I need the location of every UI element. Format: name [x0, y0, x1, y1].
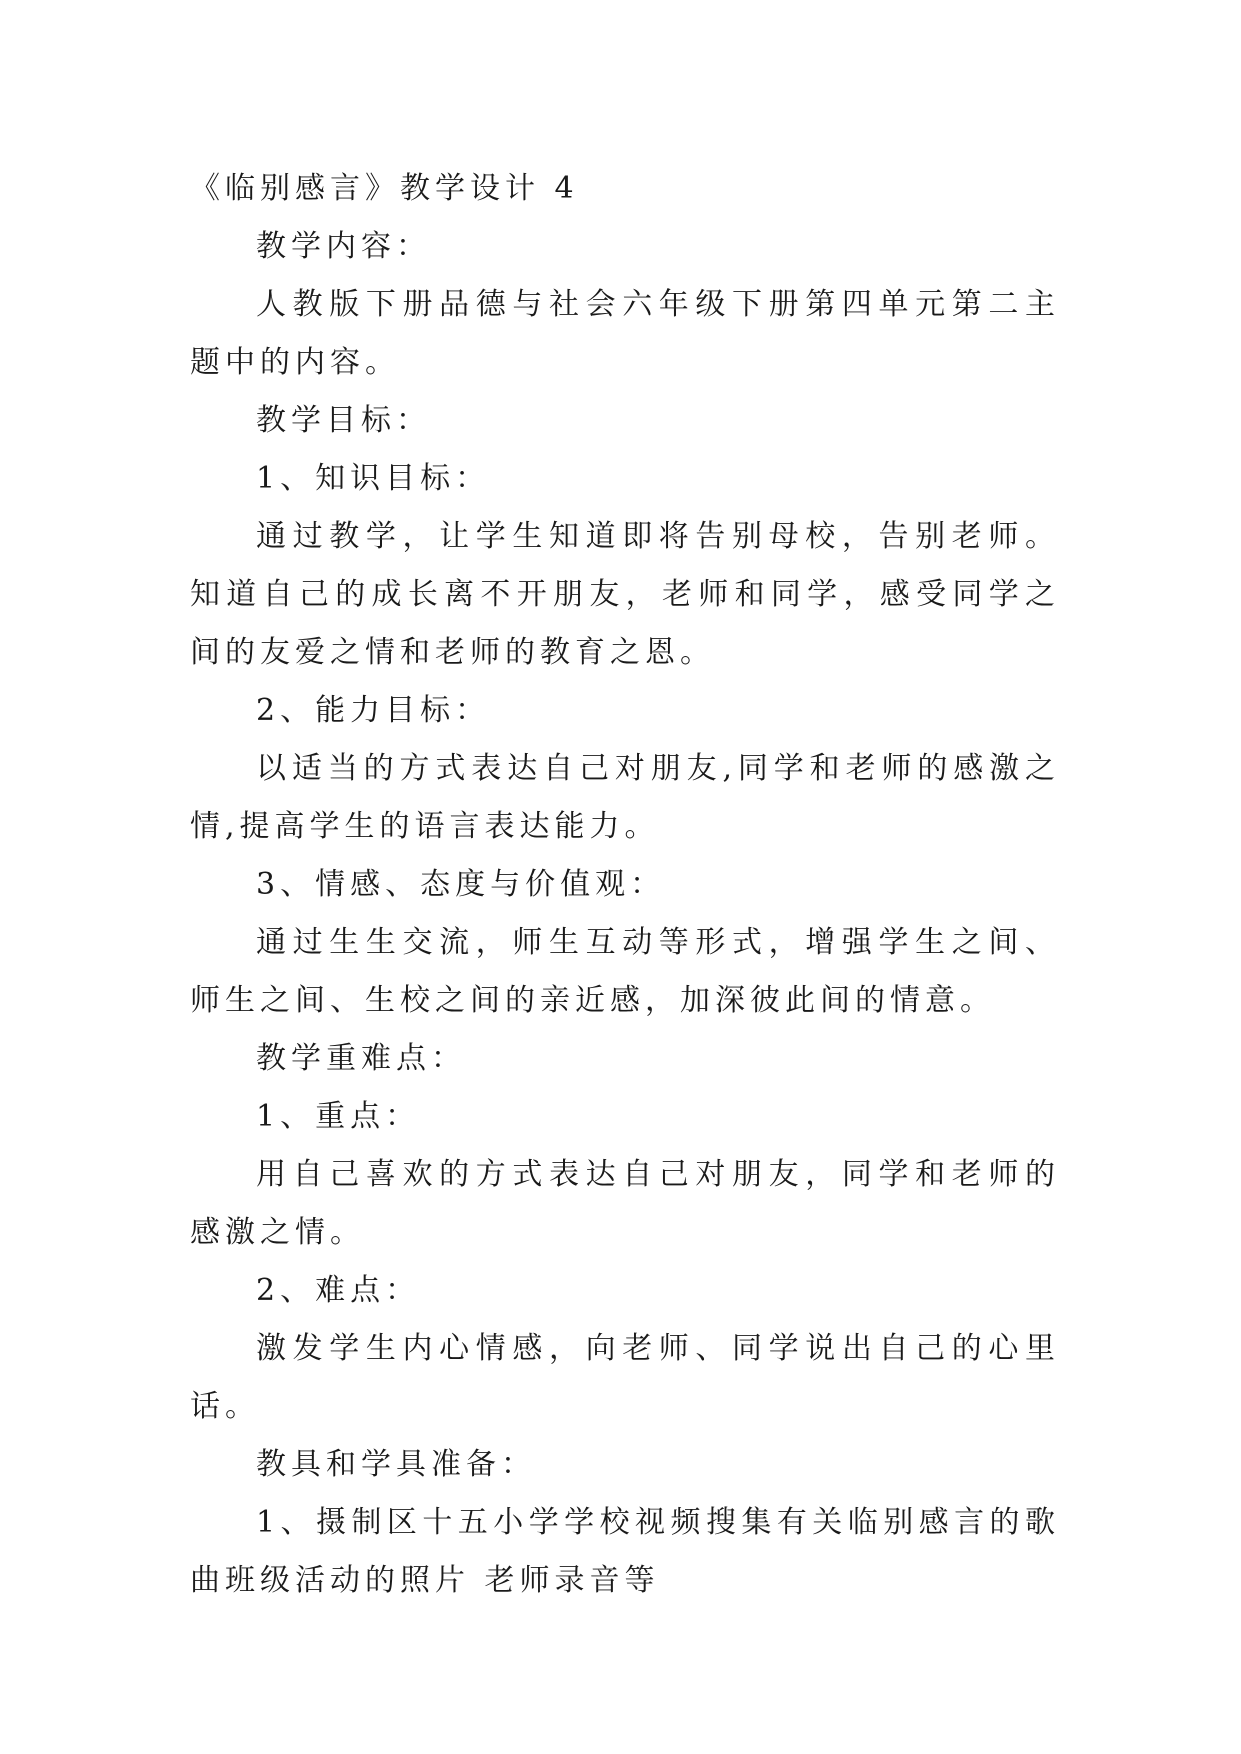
subheading-knowledge-goal: 1、知识目标： [256, 461, 491, 496]
paragraph-knowledge-goal: 通过教学，让学生知道即将告别母校，告别老师。知道自己的成长离不开朋友，老师和同学，感受同学之间的友爱之情和老师的教育之恩。 [190, 519, 1060, 670]
paragraph-teaching-aids: 1、摄制区十五小学学校视频搜集有关临别感言的歌曲班级活动的照片 老师录音等 [190, 1505, 1060, 1598]
section-heading-teaching-goals: 教学目标： [256, 403, 431, 438]
document-body [190, 160, 1060, 1610]
section-heading-key-difficult-points: 教学重难点： [256, 1041, 466, 1076]
paragraph-teaching-content: 人教版下册品德与社会六年级下册第四单元第二主题中的内容。 [190, 287, 1060, 380]
document-title: 《临别感言》教学设计 4 [190, 171, 579, 206]
subheading-emotion-attitude-values: 3、情感、态度与价值观： [256, 867, 666, 902]
subheading-ability-goal: 2、能力目标： [256, 693, 491, 728]
paragraph-difficult-point: 激发学生内心情感，向老师、同学说出自己的心里话。 [190, 1331, 1060, 1424]
paragraph-emotion-attitude-values: 通过生生交流，师生互动等形式，增强学生之间、师生之间、生校之间的亲近感，加深彼此间的情意。 [190, 925, 1060, 1018]
paragraph-key-point: 用自己喜欢的方式表达自己对朋友，同学和老师的感激之情。 [190, 1157, 1060, 1250]
paragraph-ability-goal: 以适当的方式表达自己对朋友,同学和老师的感激之情,提高学生的语言表达能力。 [190, 751, 1060, 844]
subheading-key-point: 1、重点： [256, 1099, 421, 1134]
section-heading-teaching-aids: 教具和学具准备： [256, 1447, 536, 1482]
subheading-difficult-point: 2、难点： [256, 1273, 421, 1308]
section-heading-teaching-content: 教学内容： [256, 229, 431, 264]
